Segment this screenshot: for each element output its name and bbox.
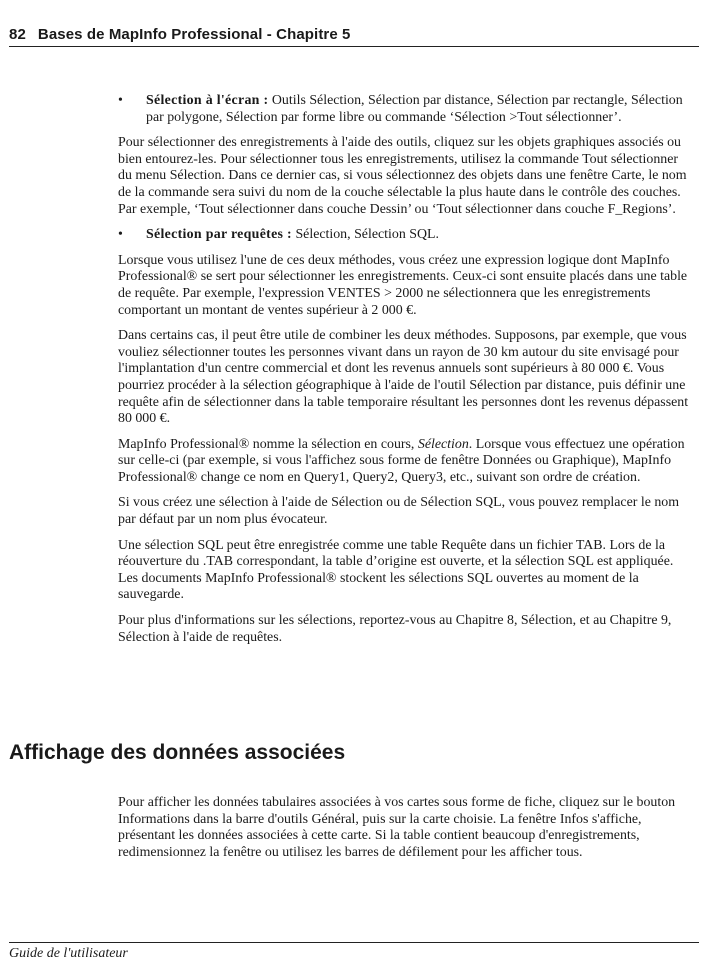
paragraph: Si vous créez une sélection à l'aide de Sélection ou de Sélection SQL, vous pouvez remplacer le nom par défaut par un nom plus évocateur.: [118, 495, 680, 528]
page-header: [9, 26, 699, 43]
italic-term: Sélection: [417, 436, 469, 452]
header-rule: [9, 46, 699, 47]
paragraph-text: . Lorsque vous effectuez une opération sur celle-ci (par exemple, si vous l'affichez sous forme de fenêtre Données ou Graphique), MapInfo Professional® change ce nom en Query1, Query2, Query3, etc., suivant son ordre de création.: [118, 436, 685, 485]
paragraph: Lorsque vous utilisez l'une de ces deux méthodes, vous créez une expression logique dont MapInfo Professional® se sert pour sélectionner les enregistrements. Ceux-ci sont ensuite placés dans une table de requête. Par exemple, l'expression VENTES > 2000 ne sélectionnera que les enregistrements comportant un montant de ventes supérieur à 2 000 €.: [118, 252, 688, 318]
bullet-text: Sélection, Sélection SQL.: [291, 227, 439, 243]
paragraph: Dans certains cas, il peut être utile de combiner les deux méthodes. Supposons, par exemple, que vous vouliez sélectionner toutes les personnes vivant dans un rayon de 30 km autour du site envisagé pour l'implantation d'un centre commercial et dont les revenus annuels sont supérieurs à 80 000 €. Vous pourriez procéder à la sélection géographique à l'aide de l'outil Sélection par distance, puis définir une requête afin de sélectionner dans la table temporaire résultant les personnes dont les revenus dépassent 80 000 €.: [118, 328, 689, 427]
bullet-item: [118, 227, 694, 244]
bullet-term: Sélection par requêtes :: [146, 227, 292, 243]
running-title: Bases de MapInfo Professional - Chapitre 5: [37, 26, 351, 43]
bullet-marker: •: [118, 93, 123, 108]
paragraph: Pour afficher les données tabulaires associées à vos cartes sous forme de fiche, cliquez sur le bouton Informations dans la barre d'outils Général, puis sur la carte choisie. La fenêtre Infos s'affiche, présentant les données associées à cette carte. Si la table contient beaucoup d'enregistrements, redimensionnez la fenêtre ou utilisez les barres de défilement pour les afficher tous.: [118, 795, 676, 860]
section-body: [118, 795, 694, 861]
section-heading: Affichage des données associées: [9, 741, 346, 764]
body-text: [118, 93, 694, 655]
paragraph-text: MapInfo Professional® nomme la sélection en cours,: [118, 436, 418, 452]
bullet-item: [118, 93, 694, 126]
paragraph: Pour sélectionner des enregistrements à l'aide des outils, cliquez sur les objets graphiques associés ou bien entourez-les. Pour sélectionner tous les enregistrements, utilisez la commande Tout sélectionner du menu Sélection. Dans ce dernier cas, si vous sélectionnez des objets dans une fenêtre Carte, le nom de la commande sera suivi du nom de la couche sélectable la plus haute dans le contrôle des couches. Par exemple, ‘Tout sélectionner dans couche Dessin’ ou ‘Tout sélectionner dans couche F_Regions’.: [118, 135, 687, 217]
paragraph: Pour plus d'informations sur les sélections, reportez-vous au Chapitre 8, Sélection, et au Chapitre 9, Sélection à l'aide de requêtes.: [118, 613, 672, 645]
bullet-term: Sélection à l'écran :: [146, 93, 269, 108]
footer-rule: [9, 942, 699, 943]
page-number: 82: [9, 26, 26, 43]
page-footer: Guide de l'utilisateur: [9, 946, 128, 961]
paragraph: [118, 437, 694, 487]
paragraph: Une sélection SQL peut être enregistrée comme une table Requête dans un fichier TAB. Lors de la réouverture du .TAB correspondant, la table d’origine est ouverte, et la sélection SQL est appliquée. Les documents MapInfo Professional® stockent les sélections SQL ouvertes au moment de la sauvegarde.: [118, 537, 674, 603]
bullet-text: Outils Sélection, Sélection par distance, Sélection par rectangle, Sélection par polygone, Sélection par forme libre ou commande ‘Sélection >Tout sélectionner’.: [146, 93, 683, 125]
bullet-marker: •: [118, 227, 123, 243]
